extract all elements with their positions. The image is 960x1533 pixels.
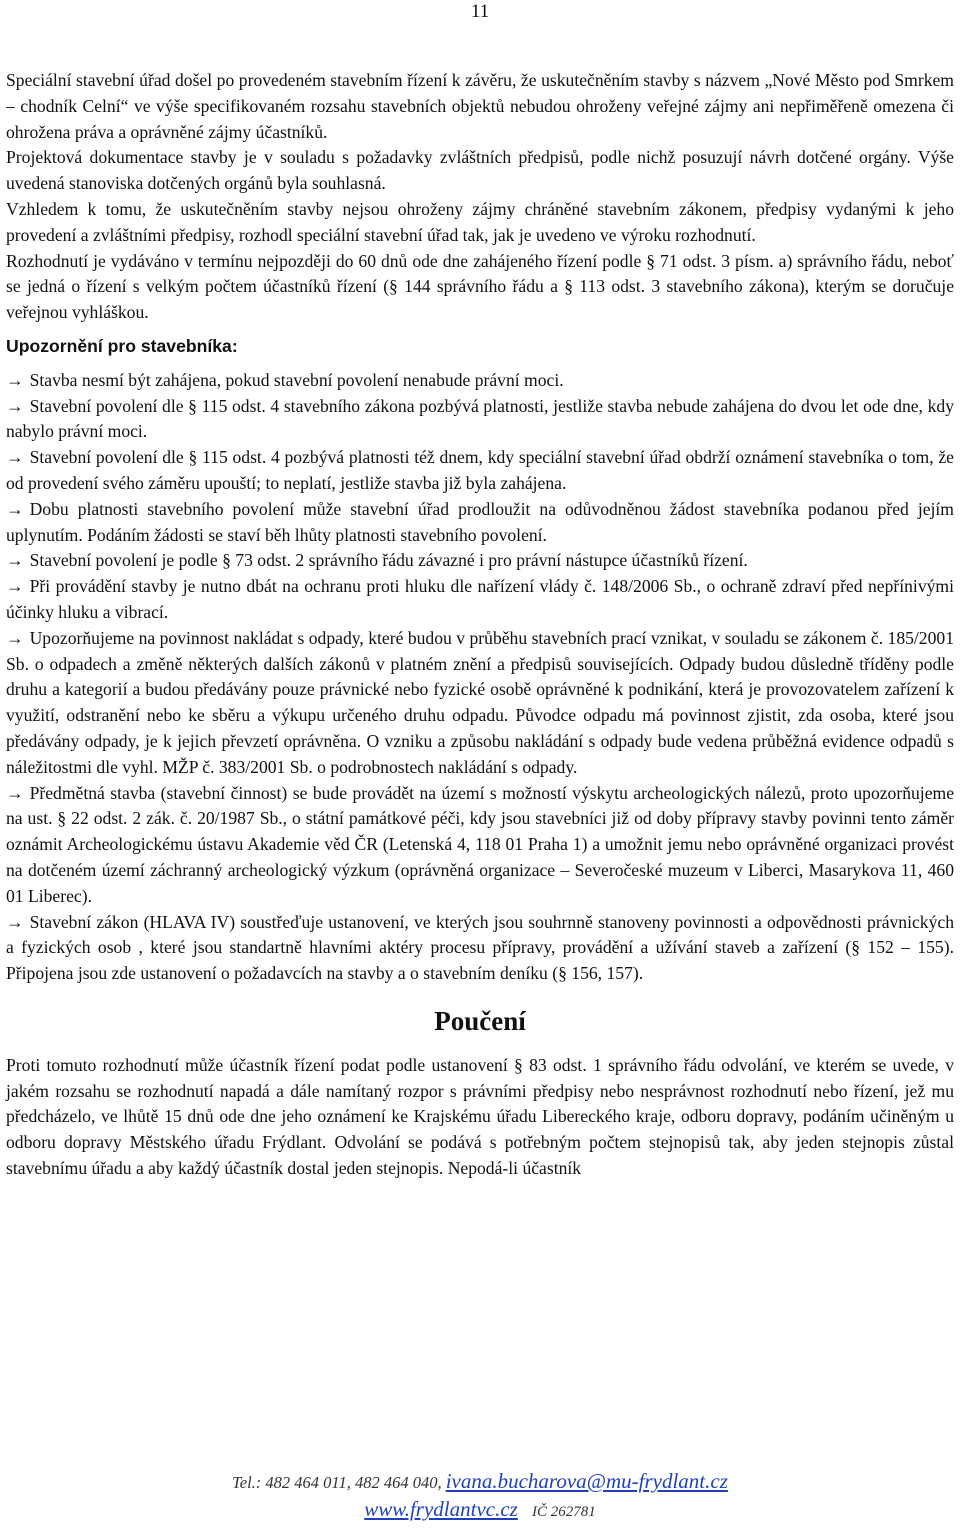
paragraph-project-documentation: Projektová dokumentace stavby je v souladu s požadavky zvláštních předpisů, podle nichž posuzují návrh dotčené orgány. Výše uvedená stanoviska dotčených orgánů byla souhlasná.: [6, 147, 954, 194]
footer-ic: IČ 262781: [531, 1504, 596, 1520]
arrow-right-icon: →: [6, 550, 24, 571]
arrow-right-icon: →: [6, 447, 24, 468]
document-body: [6, 68, 954, 1182]
paragraph-deadline: Rozhodnutí je vydáváno v termínu nejpozději do 60 dnů ode dne zahájeného řízení podle § 71 odst. 3 písm. a) správního řádu, neboť se jedná o řízení s velkým počtem účastníků řízení (§ 144 správního řádu a § 113 odst. 3 stavebního zákona), kterým se doručuje veřejnou vyhláškou.: [6, 250, 954, 323]
footer-email-link[interactable]: ivana.bucharova@mu-frydlant.cz: [445, 1469, 728, 1493]
arrow-right-icon: →: [6, 498, 24, 519]
arrow-right-icon: →: [6, 369, 24, 390]
footer-website-link[interactable]: www.frydlantvc.cz: [364, 1497, 518, 1521]
pouceni-heading: Poučení: [434, 1005, 526, 1036]
paragraph-reasoning: Vzhledem k tomu, že uskutečněním stavby nejsou ohroženy zájmy chráněné stavebním zákonem, předpisy vydanými k jeho provedení a zvláštními předpisy, rozhodl speciální stavební úřad tak, jak je uvedeno ve výroku rozhodnutí.: [6, 198, 954, 245]
warning-item: → Stavební zákon (HLAVA IV) soustřeďuje ustanovení, ve kterých jsou souhrnně stanoveny povinnosti a odpovědnosti právnických a fyzických osob , které jsou standartně hlavními aktéry procesu přípravy, provádění a užívání staveb a zařízení (§ 152 – 155). Připojena jsou zde ustanovení o požadavcích na stavby a o stavebním deníku (§ 156, 157).: [6, 911, 954, 984]
warning-item: → Při provádění stavby je nutno dbát na ochranu proti hluku dle nařízení vlády č. 148/2006 Sb., o ochraně zdraví před nepřínivými účinky hluku a vibrací.: [6, 576, 954, 622]
paragraph-pouceni: Proti tomuto rozhodnutí může účastník řízení podat podle ustanovení § 83 odst. 1 správního řádu odvolání, ve kterém se uvede, v jakém rozsahu se rozhodnutí napadá a dále namítaný rozpor s právními předpisy nebo nesprávnost rozhodnutí nebo řízení, jež mu předcházelo, ve lhůtě 15 dnů ode dne jeho oznámení ke Krajskému úřadu Libereckého kraje, odboru dopravy, podáním učiněným u odboru dopravy Městského úřadu Frýdlant. Odvolání se podává s potřebným počtem stejnopisů tak, aby jeden stejnopis zůstal stavebnímu úřadu a aby každý účastník dostal jeden stejnopis. Nepodá-li účastník: [6, 1054, 954, 1179]
warning-item: → Dobu platnosti stavebního povolení může stavební úřad prodloužit na odůvodněnou žádost stavebníka podanou před jejím uplynutím. Podáním žádosti se staví běh lhůty platnosti stavebního povolení.: [6, 498, 954, 545]
paragraph-conclusion: Speciální stavební úřad došel po provedeném stavebním řízení k závěru, že uskutečněním stavby s názvem „Nové Město pod Smrkem – chodník Celní“ ve výše specifikovaném rozsahu stavebních objektů nebudou ohroženy veřejné zájmy ani nepřiměřeně omezena či ohrožena práva a oprávněné zájmy účastníků.: [6, 70, 954, 142]
warning-item: → Stavba nesmí být zahájena, pokud stavební povolení nenabude právní moci.: [6, 369, 564, 390]
warning-item: → Stavební povolení dle § 115 odst. 4 stavebního zákona pozbývá platnosti, jestliže stavba nebude zahájena do dvou let ode dne, kdy nabylo právní moci.: [6, 395, 954, 442]
warning-item: → Stavební povolení dle § 115 odst. 4 pozbývá platnosti též dnem, kdy speciální stavební úřad obdrží oznámení stavebníka o tom, že od provedení svého záměru upouští; to neplatí, jestliže stavba již byla zahájena.: [6, 447, 954, 493]
footer-web: [0, 1498, 960, 1523]
page-number: 11: [470, 1, 490, 22]
arrow-right-icon: →: [6, 782, 24, 803]
arrow-right-icon: →: [6, 911, 24, 932]
warning-item: → Předmětná stavba (stavební činnost) se bude provádět na území s možností výskytu archeologických nálezů, proto upozorňujeme na ust. § 22 odst. 2 zák. č. 20/1987 Sb., o státní památkové péči, kdy jsou stavebníci již od doby přípravy stavby povinni tento záměr oznámit Archeologickému ústavu Akademie věd ČR (Letenská 4, 118 01 Praha 1) a umožnit jemu nebo oprávněné organizaci provést na dotčeném území záchranný archeologický výzkum (oprávněná organizace – Severočeské muzeum v Liberci, Masarykova 11, 460 01 Liberec).: [6, 782, 954, 906]
footer-contacts: [0, 1470, 960, 1494]
arrow-right-icon: →: [6, 576, 24, 597]
warning-item: → Stavební povolení je podle § 73 odst. 2 správního řádu závazné i pro právní nástupce účastníků řízení.: [6, 550, 748, 571]
footer-phones: Tel.: 482 464 011, 482 464 040,: [232, 1473, 442, 1492]
arrow-right-icon: →: [6, 395, 24, 416]
warning-item: → Upozorňujeme na povinnost nakládat s odpady, které budou v průběhu stavebních prací vznikat, v souladu se zákonem č. 185/2001 Sb. o odpadech a změně některých dalších zákonů v platném znění a předpisů souvisejících. Odpady budou důsledně tříděny podle druhu a kategorií a budou předávány pouze právnické nebo fyzické osobě oprávněné k podnikání, která je provozovatelem zařízení k využití, odstranění nebo ke sběru a výkupu určeného druhu odpadu. Původce odpadu má povinnost zjistit, zda osoba, které jsou předávány odpady, je k jejich převzetí oprávněna. O vzniku a způsobu nakládání s odpady bude vedena průběžná evidence odpadů s náležitostmi dle vyhl. MŽP č. 383/2001 Sb. o podrobnostech nakládání s odpady.: [6, 627, 954, 777]
warning-heading: Upozornění pro stavebníka:: [6, 335, 238, 356]
arrow-right-icon: →: [6, 627, 24, 648]
